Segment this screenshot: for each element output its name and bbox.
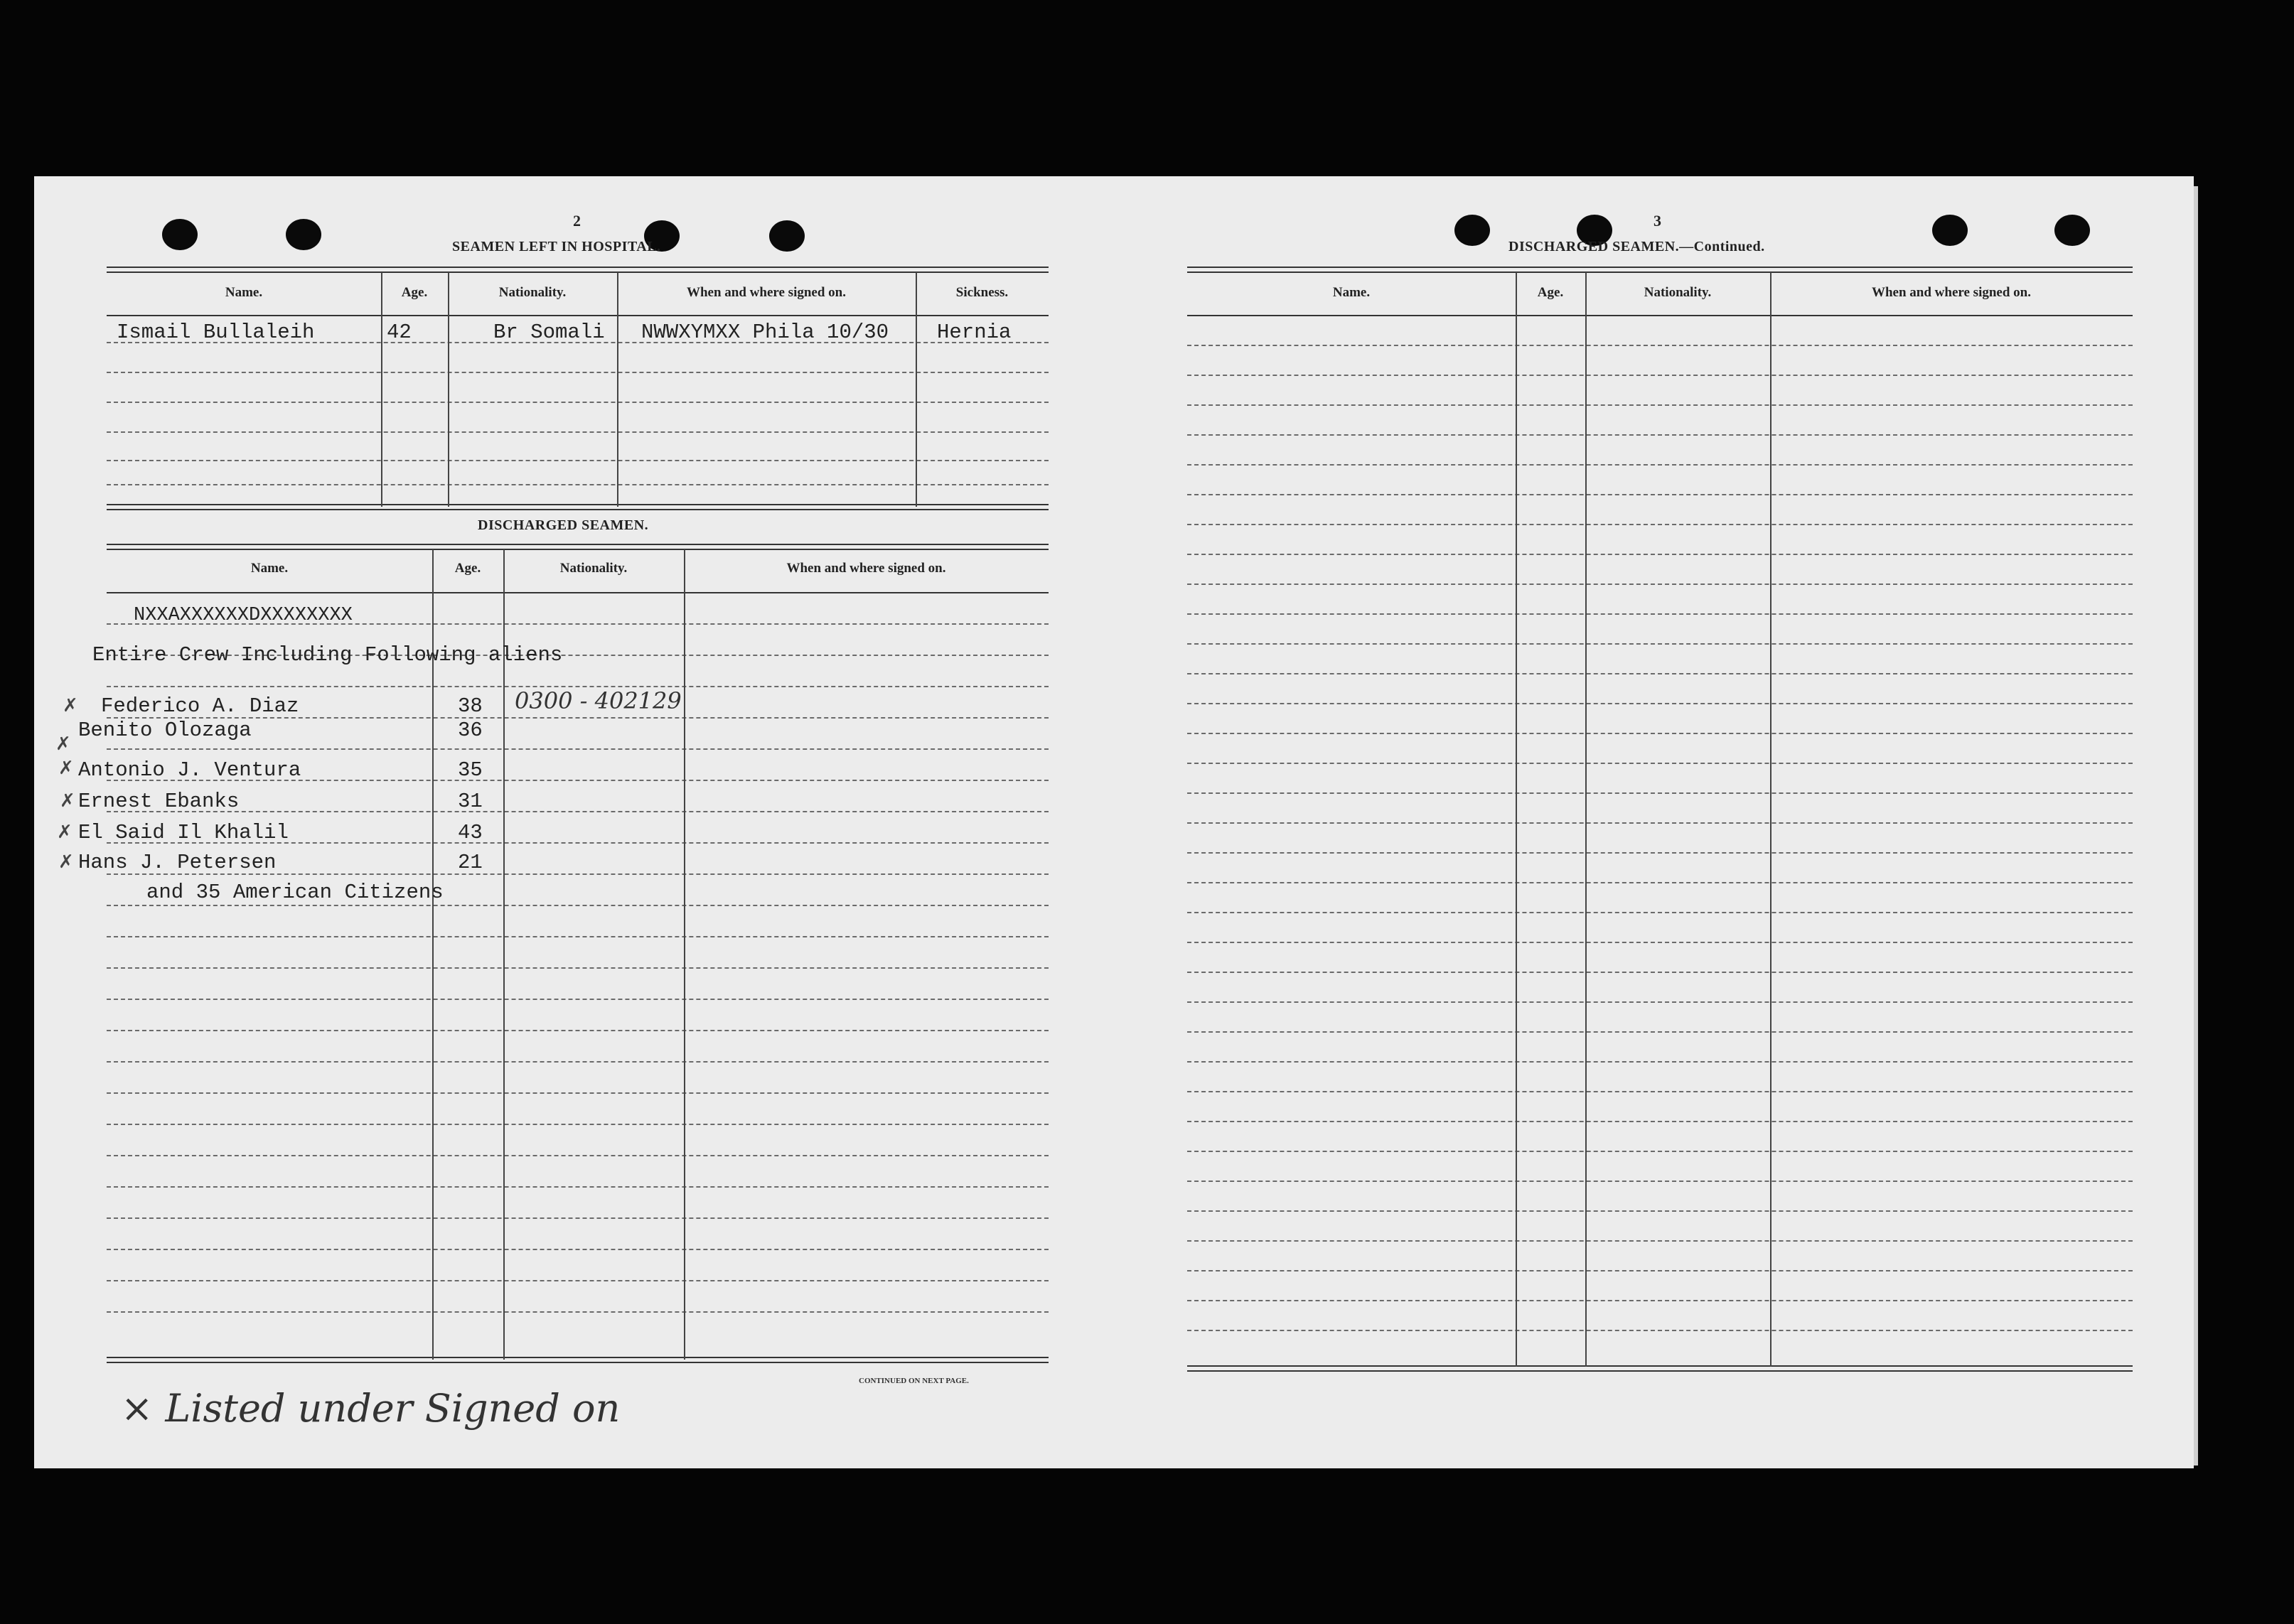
- seaman-name: Ernest Ebanks: [78, 790, 240, 813]
- handwritten-note: × Listed under Signed on: [121, 1386, 621, 1431]
- hospital-col-nationality: Nationality.: [498, 285, 567, 300]
- discharged-section-title: DISCHARGED SEAMEN.: [478, 517, 649, 533]
- punch-hole: [1454, 215, 1490, 246]
- seaman-name: El Said Il Khalil: [78, 821, 289, 844]
- page-number-right: 3: [1653, 212, 1661, 230]
- seaman-age: 43: [458, 821, 483, 844]
- hospital-age: 42: [387, 321, 412, 344]
- struck-out-line: NXXAXXXXXXDXXXXXXXX: [134, 605, 353, 626]
- discharged-col-name: Name.: [250, 561, 289, 576]
- hospital-section-title: SEAMEN LEFT IN HOSPITAL.: [452, 239, 661, 254]
- seaman-name: Hans J. Petersen: [78, 851, 277, 874]
- punch-hole: [769, 220, 805, 252]
- continued-col-signed-on: When and where signed on.: [1871, 285, 2031, 300]
- discharged-col-signed-on: When and where signed on.: [786, 561, 946, 576]
- hospital-col-sickness: Sickness.: [955, 285, 1009, 300]
- tick-mark: ✗: [55, 733, 71, 755]
- seaman-age: 38: [458, 694, 483, 718]
- continued-footer: CONTINUED ON NEXT PAGE.: [859, 1377, 969, 1385]
- tick-mark: ✗: [58, 851, 74, 873]
- discharged-col-nationality: Nationality.: [559, 561, 628, 576]
- hospital-sickness: Hernia: [937, 321, 1012, 344]
- discharged-continued-table: [1187, 267, 2133, 1375]
- hospital-signed-on: NWWXYMXX Phila 10/30: [641, 321, 889, 344]
- punch-hole: [1932, 215, 1968, 246]
- punch-hole: [2054, 215, 2090, 246]
- closing-line: and 35 American Citizens: [146, 881, 444, 904]
- seaman-name: Benito Olozaga: [78, 719, 252, 742]
- punch-hole: [162, 219, 198, 250]
- discharged-col-age: Age.: [454, 561, 481, 576]
- continued-col-name: Name.: [1332, 285, 1371, 300]
- discharged-table: [78, 544, 1049, 1385]
- hospital-nationality: Br Somali: [493, 321, 605, 344]
- handwritten-number: 0300 - 402129: [515, 687, 682, 714]
- hospital-col-signed-on: When and where signed on.: [686, 285, 846, 300]
- continued-col-nationality: Nationality.: [1644, 285, 1712, 300]
- seaman-age: 36: [458, 719, 483, 742]
- tick-mark: ✗: [60, 790, 75, 812]
- page-number-left: 2: [573, 212, 581, 230]
- seaman-name: Federico A. Diaz: [101, 694, 299, 718]
- hospital-col-name: Name.: [225, 285, 263, 300]
- continued-col-age: Age.: [1537, 285, 1564, 300]
- hospital-name: Ismail Bullaleih: [117, 321, 315, 344]
- intro-line: Entire Crew Including Following aliens: [92, 643, 563, 667]
- tick-mark: ✗: [58, 758, 74, 779]
- discharged-continued-title: DISCHARGED SEAMEN.—Continued.: [1508, 239, 1765, 254]
- punch-hole: [286, 219, 321, 250]
- seaman-age: 35: [458, 758, 483, 782]
- hospital-table: [107, 267, 1049, 512]
- tick-mark: ✗: [57, 822, 73, 843]
- paper-edge: [2194, 186, 2198, 1466]
- tick-mark: ✗: [63, 695, 78, 716]
- seaman-name: Antonio J. Ventura: [78, 758, 301, 782]
- hospital-col-age: Age.: [401, 285, 428, 300]
- seaman-age: 31: [458, 790, 483, 813]
- seaman-age: 21: [458, 851, 483, 874]
